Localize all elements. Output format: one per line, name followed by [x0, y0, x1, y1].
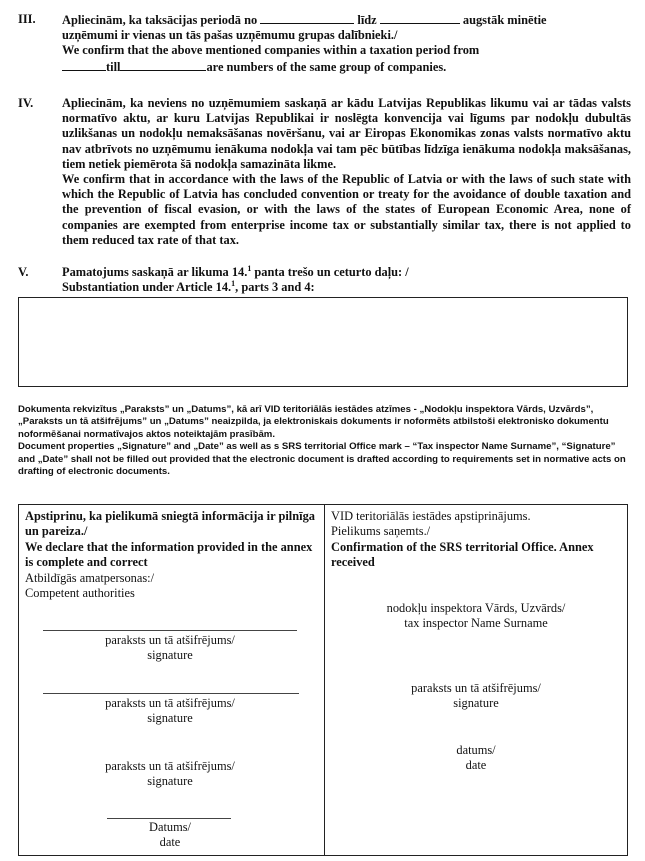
signature-1-en: signature: [147, 648, 193, 663]
signature-3-lv: paraksts un tā atšifrējums/: [105, 759, 235, 773]
inspector-date-caption: [415, 743, 537, 774]
signature-caption-1: [59, 633, 281, 664]
section-v-en-b: , parts 3 and 4:: [235, 280, 315, 295]
signature-caption-3: [59, 759, 281, 790]
authorities-lv: Atbildīgās amatpersonas:/: [25, 570, 155, 585]
inspector-en: tax inspector Name Surname: [404, 616, 548, 631]
section-iii-en-line1: We confirm that the above mentioned companies within a taxation period from: [62, 43, 480, 58]
section-v-lv-b: panta trešo un ceturto daļu: /: [251, 265, 409, 279]
section-iv-number: IV.: [18, 96, 34, 110]
section-iii-lv-line1: [62, 12, 631, 28]
column-divider: [324, 505, 325, 855]
signature-line-1[interactable]: [43, 630, 297, 631]
signature-table: [18, 504, 628, 856]
date-en: date: [159, 835, 181, 850]
signature-caption-2: [59, 696, 281, 727]
electronic-document-note: [18, 404, 630, 478]
section-iii-en-line2: [62, 59, 631, 75]
period-to-blank[interactable]: [380, 12, 460, 24]
section-v-lv-a: Pamatojums saskaņā ar likuma 14.: [62, 265, 248, 279]
inspector-signature-caption: [365, 681, 587, 712]
confirmation-en: Confirmation of the SRS territorial Office. Annex received: [331, 539, 594, 570]
section-v-lv-sup: 1: [247, 263, 252, 273]
declaration-en: We declare that the information provided in the annex is complete and correct: [25, 539, 313, 570]
section-iii-en-end: are numbers of the same group of companies.: [206, 59, 447, 74]
inspector-date-lv: datums/: [456, 743, 496, 757]
section-iii-lv-line2: uzņēmumi ir vienas un tās pašas uzņēmumu grupas dalībnieki./: [62, 28, 398, 43]
confirmation-column: [331, 509, 623, 571]
signature-line-2[interactable]: [43, 693, 299, 694]
declaration-column: [25, 509, 317, 601]
date-lv: Datums/: [149, 820, 191, 834]
section-v-en: [62, 280, 631, 295]
date-caption: [109, 820, 231, 851]
en-period-from-blank[interactable]: [62, 59, 106, 71]
section-iii-lv-part3: augstāk minētie: [462, 13, 547, 27]
section-iii-lv-part2: līdz: [357, 13, 377, 27]
confirmation-lv2: Pielikums saņemts./: [331, 524, 431, 539]
substantiation-input-box[interactable]: [18, 297, 628, 387]
section-iii-en-till: till: [106, 59, 121, 74]
signature-1-lv: paraksts un tā atšifrējums/: [105, 633, 235, 647]
section-iii-number: III.: [18, 12, 36, 26]
section-v: [18, 265, 631, 295]
section-v-number: V.: [18, 265, 29, 279]
section-iv-lv-text: Apliecinām, ka neviens no uzņēmumiem saskaņā ar kādu Latvijas Republikas likumu vai ar tādas valsts normatīvo aktu, ar kuru Latvijas Republikai ir noslēgta konvencija vai līgums par nodokļu dubultās uzlikšanas un nodokļu nemaksāšanas novēršanu, vai ar Eiropas Ekonomikas zonas valsts normatīvo aktu nav atbrīvots no uzņēmumu ienākuma nodokļa vai tam pēc būtības līdzīga ienākuma nodokļa maksāšanas, tiem netiek piemērota šā nodokļa samazināta likme.: [62, 96, 631, 171]
section-iv-en-text: We confirm that in accordance with the laws of the Republic of Latvia or with the laws of such state with which the Republic of Latvia has concluded convention or treaty for the avoidance of double taxation and the prevention of fiscal evasion, or with the laws of the states of European Economic Area, none of companies are exempted from enterprise income tax or substantially similar tax, there is not applied to them reduced tax rate of that tax.: [62, 172, 631, 247]
section-iii-lv-part1: Apliecinām, ka taksācijas periodā no: [62, 13, 258, 27]
signature-3-en: signature: [147, 774, 193, 789]
inspector-lv: nodokļu inspektora Vārds, Uzvārds/: [386, 601, 566, 615]
declaration-lv: Apstiprinu, ka pielikumā sniegtā informācija ir pilnīga un pareiza./: [25, 509, 315, 539]
date-line[interactable]: [107, 818, 231, 819]
section-iii: [18, 12, 631, 75]
note-lv: Dokumenta rekvizītus „Paraksts” un „Datums”, kā arī VID teritoriālās iestādes atzīmes - „Nodokļu inspektora Vārds, Uzvārds”, „Paraksts un tā atšifrējums” un „Datums” neaizpilda, ja elektroniskais dokuments ir noformēts atbilstoši elektronisko dokumentu noformēšanai normatīvajos aktos noteiktajām prasībām.: [18, 404, 609, 440]
signature-2-lv: paraksts un tā atšifrējums/: [105, 696, 235, 710]
authorities-en: Competent authorities: [25, 586, 135, 601]
section-v-en-sup: 1: [231, 279, 236, 289]
section-v-en-a: Substantiation under Article 14.: [62, 280, 232, 295]
inspector-caption: [349, 601, 603, 632]
inspector-signature-lv: paraksts un tā atšifrējums/: [411, 681, 541, 695]
note-en: Document properties „Signature” and „Date” as well as s SRS territorial Office mark – “Tax inspector Name Surname”, “Signature” and „Date” shall not be filled out provided that the electronic document is drafted according to requirements set in normative acts on drafting of electronic documents.: [18, 441, 626, 478]
signature-2-en: signature: [147, 711, 193, 726]
section-iv: [18, 96, 631, 248]
inspector-date-en: date: [465, 758, 487, 773]
section-v-lv: [62, 265, 631, 280]
period-from-blank[interactable]: [260, 12, 354, 24]
confirmation-lv1: VID teritoriālās iestādes apstiprinājums.: [331, 509, 531, 523]
inspector-signature-en: signature: [453, 696, 499, 711]
en-period-to-blank[interactable]: [120, 59, 206, 71]
